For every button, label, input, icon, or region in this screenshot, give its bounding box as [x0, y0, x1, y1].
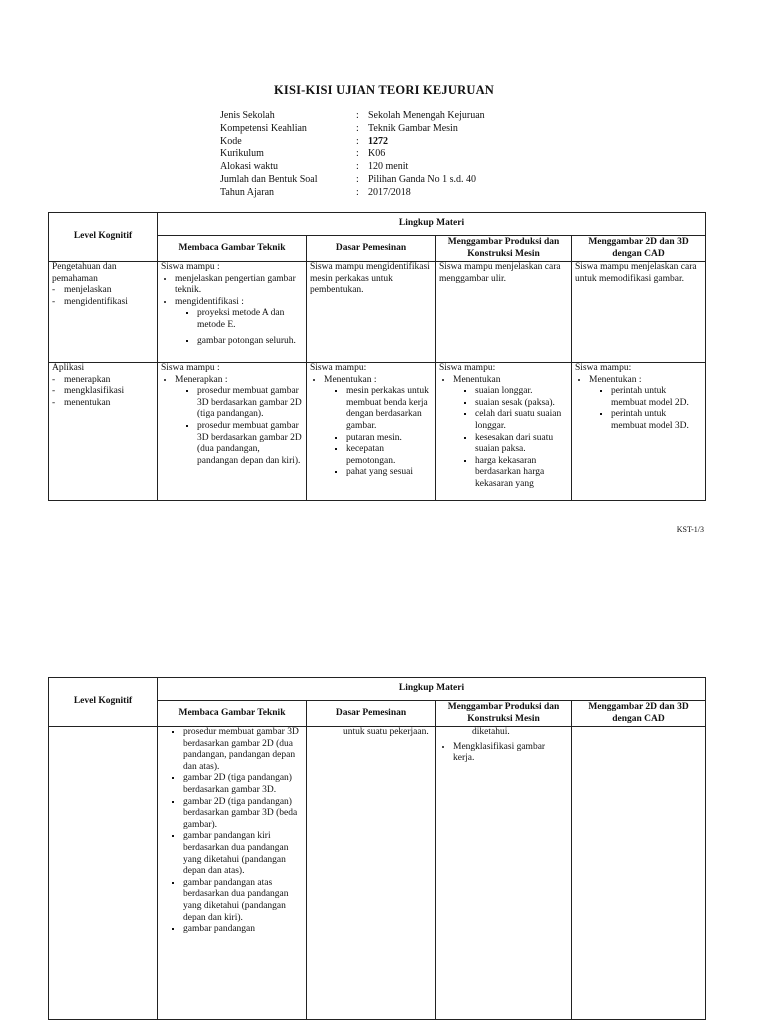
meta-label: Kurikulum: [220, 148, 264, 160]
meta-value: 120 menit: [368, 161, 409, 173]
meta-row: [220, 187, 485, 200]
cell-dasar-pemesinan: [307, 727, 436, 1020]
cell-dasar-pemesinan: Siswa mampu mengidentifikasi mesin perkakas untuk pembentukan.: [307, 262, 436, 363]
list-item-text: Menentukan :: [589, 374, 642, 385]
list-item: ▪ gambar pandangan atas berdasarkan dua pandangan yang diketahui (pandangan depan dan kiri).: [183, 878, 303, 924]
page-footer: KST-1/3: [676, 525, 704, 534]
meta-value: 2017/2018: [368, 186, 411, 198]
sub-list: [169, 727, 303, 936]
meta-label: Kompetensi Keahlian: [220, 122, 307, 134]
level-item-text: menjelaskan: [64, 285, 112, 296]
kisi-table-2: [48, 677, 706, 1020]
level-item: - mengidentifikasi: [52, 296, 128, 307]
level-item: - mengklasifikasi: [52, 386, 125, 397]
cell-menggambar-cad: [572, 727, 706, 1020]
cell-text: diketahui.: [472, 727, 510, 737]
meta-colon: :: [356, 122, 359, 134]
cell-menggambar-cad: Siswa mampu menjelaskan cara untuk memodifikasi gambar.: [572, 262, 706, 363]
cell-membaca-gambar: [158, 727, 307, 1020]
header-level-kognitif: Level Kognitif: [49, 213, 158, 262]
list-item: ▪ harga kekasaran berdasarkan harga kekasaran yang: [475, 456, 568, 491]
list-item: ▪ prosedur membuat gambar 3D berdasarkan gambar 2D (dua pandangan, pandangan depan dan kiri).: [197, 421, 303, 467]
list-item: ▪ suaian sesak (paksa).: [475, 398, 568, 410]
list-item: ▪ kecepatan pemotongan.: [346, 444, 432, 467]
list-item: ▪ proyeksi metode A dan metode E.: [197, 308, 303, 331]
list-item: ▪ putaran mesin.: [346, 433, 432, 445]
document-meta: [220, 110, 485, 200]
header-dasar-pemesinan: Dasar Pemesinan: [307, 701, 436, 727]
meta-colon: :: [356, 148, 359, 160]
list-item: [175, 375, 303, 468]
level-item-text: menerapkan: [64, 374, 111, 385]
header-lingkup-materi: Lingkup Materi: [158, 213, 706, 236]
bullet-list: [439, 375, 568, 491]
cell-intro: Siswa mampu:: [439, 363, 496, 373]
meta-row: [220, 174, 485, 187]
meta-colon: :: [356, 135, 359, 147]
header-menggambar-cad: Menggambar 2D dan 3D dengan CAD: [572, 701, 706, 727]
list-item: ▪ suaian longgar.: [475, 386, 568, 398]
meta-row: [220, 136, 485, 149]
meta-colon: :: [356, 161, 359, 173]
level-title: Pengetahuan dan pemahaman: [52, 262, 117, 284]
header-menggambar-produksi: Menggambar Produksi dan Konstruksi Mesin: [436, 236, 572, 262]
list-item: ▪ gambar pandangan: [183, 924, 303, 936]
level-item-text: mengklasifikasi: [64, 386, 125, 397]
meta-label: Kode: [220, 135, 242, 147]
list-item: ▪ perintah untuk membuat model 2D.: [611, 386, 702, 409]
meta-colon: :: [356, 186, 359, 198]
list-item: [589, 375, 702, 433]
cell-intro: Siswa mampu :: [161, 363, 220, 373]
header-lingkup-materi: Lingkup Materi: [158, 678, 706, 701]
cell-intro: Siswa mampu :: [161, 262, 220, 272]
list-item: ▪ pahat yang sesuai: [346, 467, 432, 479]
meta-row: [220, 148, 485, 161]
level-cell: [49, 727, 158, 1020]
level-title: Aplikasi: [52, 363, 85, 373]
cell-intro: Siswa mampu:: [310, 363, 367, 373]
cell-menggambar-produksi: [436, 363, 572, 501]
bullet-list: [439, 742, 568, 765]
header-membaca-gambar: Membaca Gambar Teknik: [158, 701, 307, 727]
meta-row: [220, 161, 485, 174]
table-row: [49, 262, 706, 363]
list-item: ▪ celah dari suatu suaian longgar.: [475, 409, 568, 432]
meta-value: 1272: [368, 135, 388, 147]
level-item-text: mengidentifikasi: [64, 296, 128, 307]
table-row: [49, 727, 706, 1020]
bullet-list: [161, 274, 303, 348]
list-item: ▪ prosedur membuat gambar 3D berdasarkan gambar 2D (tiga pandangan).: [197, 386, 303, 421]
header-menggambar-produksi: Menggambar Produksi dan Konstruksi Mesin: [436, 701, 572, 727]
list-item: [324, 375, 432, 479]
meta-label: Jumlah dan Bentuk Soal: [220, 173, 318, 185]
meta-colon: :: [356, 173, 359, 185]
list-item-text: Menentukan: [453, 374, 501, 385]
meta-value: Teknik Gambar Mesin: [368, 122, 458, 134]
header-membaca-gambar: Membaca Gambar Teknik: [158, 236, 307, 262]
list-item: ▪ kesesakan dari suatu suaian paksa.: [475, 433, 568, 456]
sub-list: [183, 308, 303, 347]
bullet-list: [575, 375, 702, 433]
cell-intro: Siswa mampu:: [575, 363, 632, 373]
list-item: ▪ gambar pandangan kiri berdasarkan dua pandangan yang diketahui (pandangan depan dan atas).: [183, 831, 303, 877]
list-item: • menjelaskan pengertian gambar teknik.: [175, 274, 303, 297]
cell-menggambar-cad: [572, 363, 706, 501]
sub-list: [461, 386, 568, 490]
cell-dasar-pemesinan: [307, 363, 436, 501]
level-item-text: menentukan: [64, 397, 111, 408]
bullet-list: [310, 375, 432, 479]
sub-list: [332, 386, 432, 479]
header-level-kognitif: Level Kognitif: [49, 678, 158, 727]
meta-value: K06: [368, 148, 386, 160]
meta-value: Pilihan Ganda No 1 s.d. 40: [368, 173, 477, 185]
level-item: - menerapkan: [52, 374, 111, 385]
level-item: - menentukan: [52, 397, 111, 408]
list-item-text: mengidentifikasi :: [175, 296, 244, 307]
list-item-text: Menerapkan :: [175, 374, 228, 385]
list-item: ▪ prosedur membuat gambar 3D berdasarkan gambar 2D (dua pandangan, pandangan depan dan atas).: [183, 727, 303, 773]
meta-label: Alokasi waktu: [220, 161, 279, 173]
header-menggambar-cad: Menggambar 2D dan 3D dengan CAD: [572, 236, 706, 262]
meta-colon: :: [356, 110, 359, 121]
list-item: • Mengklasifikasi gambar kerja.: [453, 742, 568, 765]
meta-value: Sekolah Menengah Kejuruan: [368, 110, 485, 121]
cell-menggambar-produksi: [436, 727, 572, 1020]
meta-label: Jenis Sekolah: [220, 110, 275, 121]
cell-membaca-gambar: [158, 262, 307, 363]
bullet-list: [161, 375, 303, 468]
meta-label: Tahun Ajaran: [220, 186, 275, 198]
level-cell: [49, 262, 158, 363]
sub-list: [597, 386, 702, 432]
cell-menggambar-produksi: Siswa mampu menjelaskan cara menggambar ulir.: [436, 262, 572, 363]
kisi-table-1: [48, 212, 706, 501]
list-item: ▪ mesin perkakas untuk membuat benda kerja dengan berdasarkan gambar.: [346, 386, 432, 432]
cell-text: untuk suatu pekerjaan.: [343, 727, 429, 737]
document-title: KISI-KISI UJIAN TEORI KEJURUAN: [273, 83, 495, 97]
cell-membaca-gambar: [158, 363, 307, 501]
header-dasar-pemesinan: Dasar Pemesinan: [307, 236, 436, 262]
sub-list: [183, 386, 303, 467]
list-item: ▪ gambar 2D (tiga pandangan) berdasarkan gambar 3D (beda gambar).: [183, 797, 303, 832]
list-item: [175, 297, 303, 347]
list-item: ▪ gambar potongan seluruh.: [197, 336, 303, 348]
level-cell: [49, 363, 158, 501]
meta-row: [220, 123, 485, 136]
table-row: [49, 363, 706, 501]
level-item: - menjelaskan: [52, 285, 112, 296]
list-item: ▪ gambar 2D (tiga pandangan) berdasarkan gambar 3D.: [183, 773, 303, 796]
list-item: [453, 375, 568, 491]
list-item-text: Menentukan :: [324, 374, 377, 385]
meta-row: [220, 110, 485, 123]
list-item: ▪ perintah untuk membuat model 3D.: [611, 409, 702, 432]
